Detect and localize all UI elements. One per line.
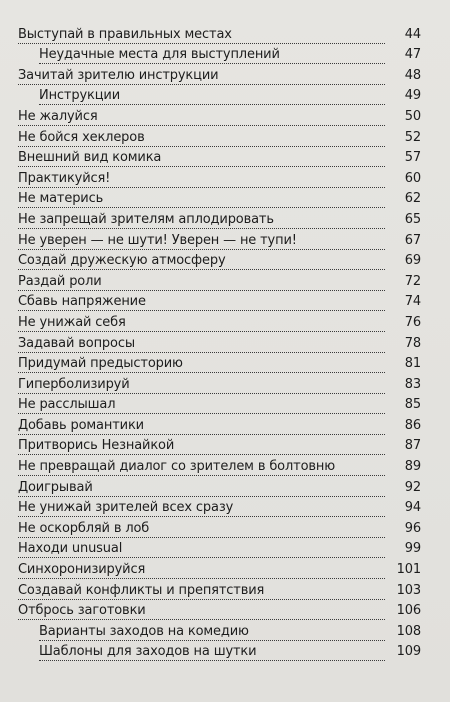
toc-entry — [18, 476, 419, 497]
toc-entry — [18, 147, 419, 168]
toc-entry — [18, 414, 419, 435]
toc-entry-page-number: 48 — [404, 67, 421, 83]
toc-entry-page-number: 83 — [404, 376, 421, 392]
toc-entry-title: Находи unusual — [18, 541, 123, 557]
toc-entry — [18, 188, 419, 209]
toc-entry-page-number: 65 — [404, 211, 421, 227]
toc-entry-page-number: 87 — [404, 438, 421, 454]
toc-entry-page-number: 72 — [404, 273, 421, 289]
toc-entry-title: Придумай предысторию — [18, 356, 183, 372]
toc-entry-page-number: 44 — [404, 26, 421, 42]
toc-entry-page-number: 96 — [404, 520, 421, 536]
toc-entry-page-number: 106 — [396, 603, 421, 619]
table-of-contents — [18, 23, 419, 661]
toc-entry — [18, 23, 419, 44]
toc-entry-page-number: 50 — [404, 108, 421, 124]
toc-entry — [18, 600, 419, 621]
toc-entry-page-number: 69 — [404, 253, 421, 269]
toc-entry-title: Инструкции — [39, 88, 120, 104]
toc-entry-title: Варианты заходов на комедию — [39, 623, 249, 639]
toc-entry-title: Выступай в правильных местах — [18, 26, 232, 42]
toc-entry-title: Зачитай зрителю инструкции — [18, 67, 219, 83]
toc-entry-title: Не унижай себя — [18, 314, 126, 330]
toc-entry-page-number: 108 — [396, 623, 421, 639]
toc-entry-title: Внешний вид комика — [18, 150, 162, 166]
toc-entry — [18, 538, 419, 559]
toc-entry-page-number: 78 — [404, 335, 421, 351]
toc-entry-title: Неудачные места для выступлений — [39, 47, 280, 63]
toc-entry — [18, 291, 419, 312]
toc-entry — [18, 641, 419, 662]
toc-entry-title: Гиперболизируй — [18, 376, 130, 392]
toc-entry-page-number: 103 — [396, 582, 421, 598]
toc-entry-page-number: 81 — [404, 356, 421, 372]
toc-entry-title: Добавь романтики — [18, 417, 144, 433]
toc-entry-title: Не бойся хеклеров — [18, 129, 145, 145]
toc-entry-title: Не матерись — [18, 191, 104, 207]
toc-entry-page-number: 57 — [404, 150, 421, 166]
toc-entry — [18, 353, 419, 374]
toc-entry-title: Доигрывай — [18, 479, 93, 495]
toc-entry-page-number: 92 — [404, 479, 421, 495]
toc-entry-page-number: 85 — [404, 397, 421, 413]
toc-entry — [18, 435, 419, 456]
toc-entry — [18, 167, 419, 188]
toc-entry — [18, 579, 419, 600]
toc-entry-title: Практикуйся! — [18, 170, 111, 186]
toc-entry-title: Раздай роли — [18, 273, 102, 289]
toc-entry — [18, 455, 419, 476]
toc-entry-title: Не превращай диалог со зрителем в болтовню — [18, 459, 336, 475]
toc-entry-page-number: 86 — [404, 417, 421, 433]
toc-entry-page-number: 47 — [404, 47, 421, 63]
toc-entry-title: Не унижай зрителей всех сразу — [18, 500, 234, 516]
toc-entry-title: Синхоронизируйся — [18, 562, 146, 578]
toc-entry-page-number: 67 — [404, 232, 421, 248]
toc-entry-page-number: 52 — [404, 129, 421, 145]
toc-entry-title: Не уверен — не шути! Уверен — не тупи! — [18, 232, 297, 248]
toc-entry-page-number: 109 — [396, 644, 421, 660]
toc-entry — [18, 105, 419, 126]
toc-entry-title: Задавай вопросы — [18, 335, 135, 351]
toc-entry-rule — [39, 660, 385, 661]
toc-entry — [18, 126, 419, 147]
toc-entry — [18, 558, 419, 579]
toc-entry-page-number: 62 — [404, 191, 421, 207]
toc-entry-title: Сбавь напряжение — [18, 294, 146, 310]
toc-entry-title: Не жалуйся — [18, 108, 98, 124]
toc-entry-page-number: 94 — [404, 500, 421, 516]
toc-entry — [18, 394, 419, 415]
toc-entry-title: Не запрещай зрителям аплодировать — [18, 211, 274, 227]
toc-entry — [18, 373, 419, 394]
toc-entry-page-number: 49 — [404, 88, 421, 104]
toc-entry-title: Шаблоны для заходов на шутки — [39, 644, 257, 660]
toc-entry — [18, 64, 419, 85]
toc-entry-page-number: 99 — [404, 541, 421, 557]
toc-entry-title: Отбрось заготовки — [18, 603, 146, 619]
toc-entry-title: Притворись Незнайкой — [18, 438, 175, 454]
toc-entry-title: Не оскорбляй в лоб — [18, 520, 150, 536]
toc-entry — [18, 517, 419, 538]
toc-entry — [18, 208, 419, 229]
toc-entry-page-number: 101 — [396, 562, 421, 578]
toc-entry — [18, 229, 419, 250]
toc-entry — [18, 250, 419, 271]
toc-entry-page-number: 76 — [404, 314, 421, 330]
toc-entry-page-number: 74 — [404, 294, 421, 310]
toc-entry-title: Создавай конфликты и препятствия — [18, 582, 265, 598]
toc-entry — [18, 497, 419, 518]
toc-entry — [18, 44, 419, 65]
toc-entry-page-number: 60 — [404, 170, 421, 186]
toc-entry — [18, 270, 419, 291]
toc-entry-page-number: 89 — [404, 459, 421, 475]
toc-entry — [18, 85, 419, 106]
toc-entry-title: Не расслышал — [18, 397, 116, 413]
toc-entry — [18, 332, 419, 353]
toc-entry — [18, 311, 419, 332]
toc-entry-title: Создай дружескую атмосферу — [18, 253, 226, 269]
toc-entry — [18, 620, 419, 641]
